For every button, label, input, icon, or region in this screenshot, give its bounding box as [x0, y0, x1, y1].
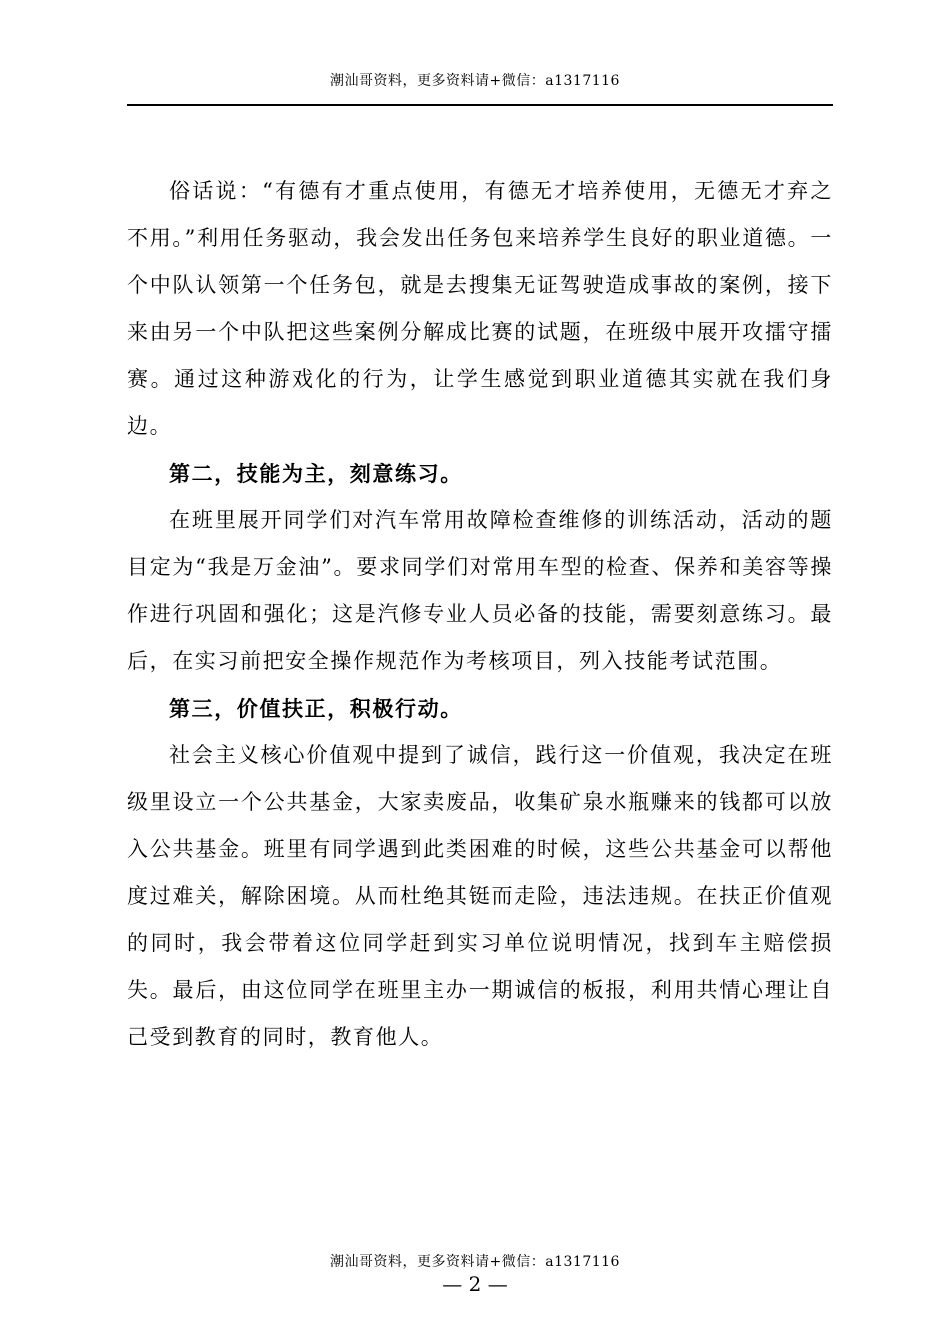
header-divider [127, 104, 833, 106]
paragraph-proverb: 俗话说：“有德有才重点使用，有德无才培养使用，无德无才弃之不用。”利用任务驱动，我会发出任务包来培养学生良好的职业道德。一个中队认领第一个任务包，就是去搜集无证驾驶造成事故的案例，接下来由另一个中队把这些案例分解成比赛的试题，在班级中展开攻擂守擂赛。通过这种游戏化的行为，让学生感觉到职业道德其实就在我们身边。 [127, 179, 833, 438]
document-body [127, 168, 833, 1061]
page-number: — 2 — [442, 1272, 508, 1296]
heading-second-point: 第二，技能为主，刻意练习。 [169, 461, 463, 486]
heading-third-point: 第三，价值扶正，积极行动。 [169, 696, 463, 721]
page-footer: 潮汕哥资料，更多资料请+微信：a1317116 [330, 1254, 620, 1270]
page-header: 潮汕哥资料，更多资料请+微信：a1317116 [330, 73, 620, 89]
paragraph-skills: 在班里展开同学们对汽车常用故障检查维修的训练活动，活动的题目定为“我是万金油”。要求同学们对常用车型的检查、保养和美容等操作进行巩固和强化；这是汽修专业人员必备的技能，需要刻意练习。最后，在实习前把安全操作规范作为考核项目，列入技能考试范围。 [127, 508, 833, 673]
paragraph-values: 社会主义核心价值观中提到了诚信，践行这一价值观，我决定在班级里设立一个公共基金，大家卖废品，收集矿泉水瓶赚来的钱都可以放入公共基金。班里有同学遇到此类困难的时候，这些公共基金可以帮他度过难关，解除困境。从而杜绝其铤而走险，违法违规。在扶正价值观的同时，我会带着这位同学赶到实习单位说明情况，找到车主赔偿损失。最后，由这位同学在班里主办一期诚信的板报，利用共情心理让自己受到教育的同时，教育他人。 [127, 743, 833, 1049]
